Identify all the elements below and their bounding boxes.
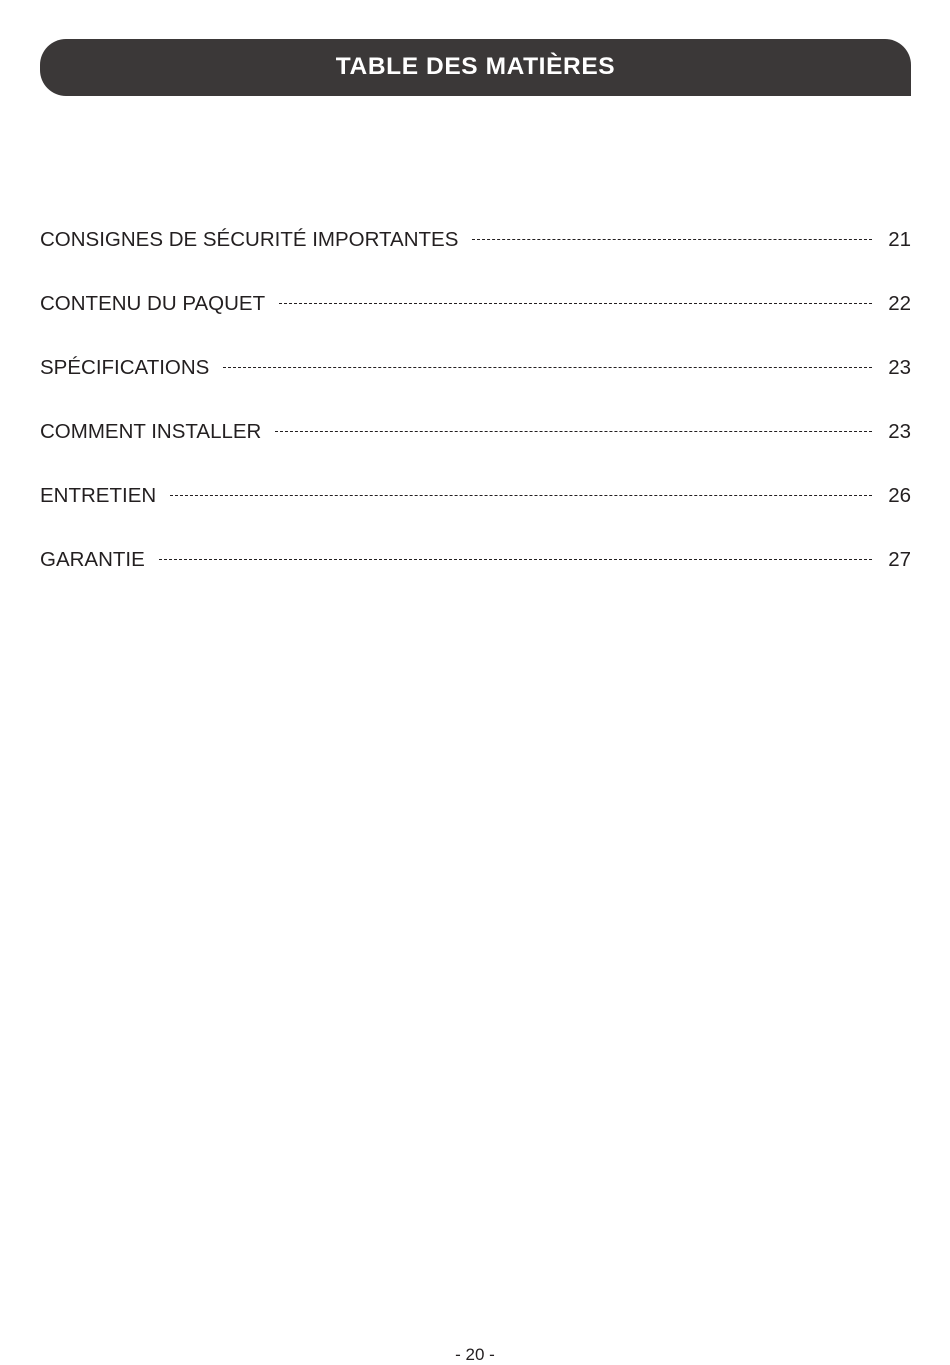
dotted-leader <box>159 559 872 560</box>
page-title: TABLE DES MATIÈRES <box>335 53 616 80</box>
dotted-leader <box>223 367 872 368</box>
toc-entry-installation[interactable] <box>40 418 911 482</box>
toc-entry-page: 23 <box>888 420 911 443</box>
toc-entry-specifications[interactable] <box>40 354 911 418</box>
toc-entry-package-contents[interactable] <box>40 290 911 354</box>
toc-entry-label: CONTENU DU PAQUET <box>40 292 266 315</box>
dotted-leader <box>279 303 872 304</box>
page-number: - 20 - <box>455 1345 495 1364</box>
toc-entry-safety-instructions[interactable] <box>40 226 911 290</box>
dotted-leader <box>275 431 872 432</box>
dotted-leader <box>472 239 872 240</box>
toc-entry-label: ENTRETIEN <box>40 484 157 507</box>
toc-entry-page: 26 <box>888 484 911 507</box>
toc-entry-page: 21 <box>888 228 911 251</box>
toc-entry-page: 23 <box>888 356 911 379</box>
toc-entry-page: 27 <box>888 548 911 571</box>
toc-entry-label: GARANTIE <box>40 548 145 571</box>
toc-entry-page: 22 <box>888 292 911 315</box>
table-of-contents <box>40 226 911 610</box>
toc-entry-maintenance[interactable] <box>40 482 911 546</box>
toc-entry-warranty[interactable] <box>40 546 911 610</box>
toc-entry-label: COMMENT INSTALLER <box>40 420 262 443</box>
toc-entry-label: SPÉCIFICATIONS <box>40 356 210 379</box>
section-header-bar <box>40 39 911 96</box>
dotted-leader <box>170 495 872 496</box>
toc-entry-label: CONSIGNES DE SÉCURITÉ IMPORTANTES <box>40 228 459 251</box>
